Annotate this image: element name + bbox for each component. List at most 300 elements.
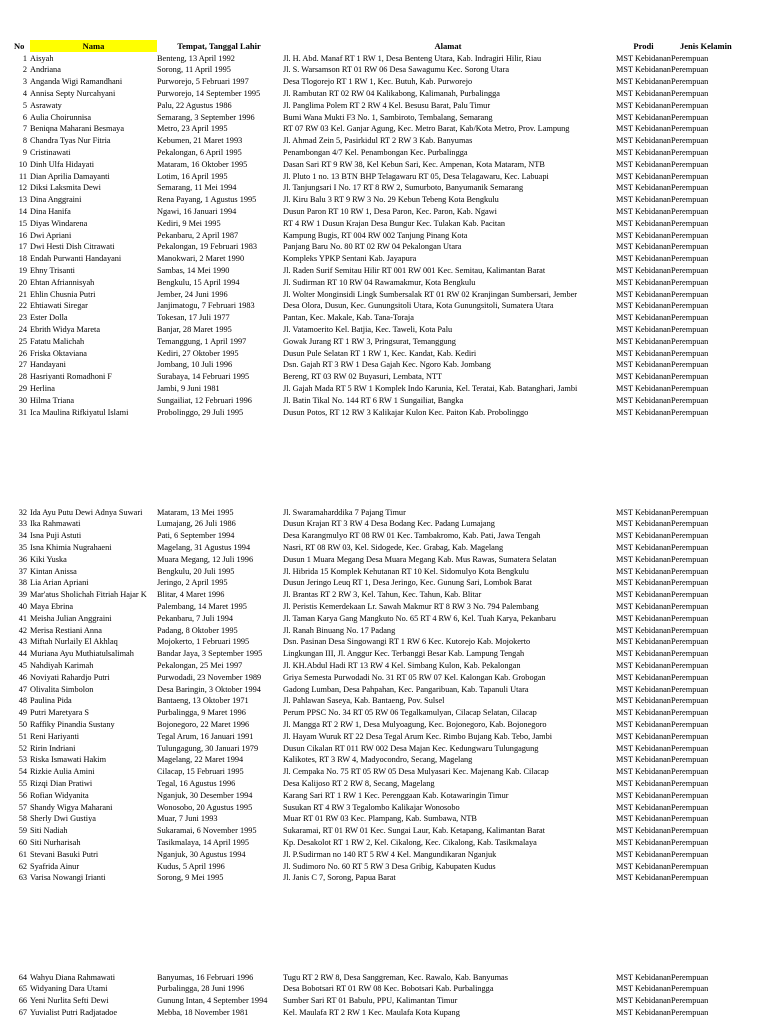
cell-prodi: MST Kebidanan bbox=[616, 218, 671, 228]
cell-jenis-kelamin: Perempuan bbox=[671, 383, 709, 393]
cell-alamat: Dusun 1 Muara Megang Desa Muara Megang Kab. Mus Rawas, Sumatera Selatan bbox=[283, 554, 557, 564]
cell-alamat: Penambongan 4/7 Kel. Penambongan Kec. Purbalingga bbox=[283, 147, 468, 157]
cell-jenis-kelamin: Perempuan bbox=[671, 613, 709, 623]
cell-prodi: MST Kebidanan bbox=[616, 767, 671, 777]
cell-alamat: Jl. Janis C 7, Sorong, Papua Barat bbox=[283, 873, 396, 883]
cell-alamat: Jl. Hayam Wuruk RT 22 Desa Tegal Arum Kec. Rimbo Bujang Kab. Tebo, Jambi bbox=[283, 731, 553, 741]
cell-alamat: Jl. Cempaka No. 75 RT 05 RW 05 Desa Mulyasari Kec. Majenang Kab. Cilacap bbox=[283, 767, 549, 777]
cell-jenis-kelamin: Perempuan bbox=[671, 136, 709, 146]
table-row bbox=[0, 88, 768, 100]
cell-alamat: Jl. Peristis Kemerdekaan Lr. Sawah Makmur RT 8 RW 3 No. 794 Palembang bbox=[283, 601, 539, 611]
cell-no: 16 bbox=[18, 230, 27, 240]
cell-jenis-kelamin: Perempuan bbox=[671, 124, 709, 134]
cell-tempat-tanggal-lahir: Lotim, 16 April 1995 bbox=[157, 171, 228, 181]
cell-no: 53 bbox=[18, 755, 27, 765]
cell-no: 35 bbox=[18, 542, 27, 552]
cell-tempat-tanggal-lahir: Cilacap, 15 Februari 1995 bbox=[157, 767, 244, 777]
cell-alamat: RT 07 RW 03 Kel. Ganjar Agung, Kec. Metro Barat, Kab/Kota Metro, Prov. Lampung bbox=[283, 124, 570, 134]
table-row bbox=[0, 837, 768, 849]
cell-jenis-kelamin: Perempuan bbox=[671, 826, 709, 836]
cell-no: 41 bbox=[18, 613, 27, 623]
cell-jenis-kelamin: Perempuan bbox=[671, 301, 709, 311]
cell-no: 12 bbox=[18, 183, 27, 193]
cell-no: 2 bbox=[22, 65, 27, 75]
cell-prodi: MST Kebidanan bbox=[616, 531, 671, 541]
table-row bbox=[0, 766, 768, 778]
cell-nama: Merisa Restiani Anna bbox=[30, 625, 102, 635]
table-row bbox=[0, 407, 768, 419]
cell-alamat: Jl. Ranah Binuang No. 17 Padang bbox=[283, 625, 396, 635]
table-row bbox=[0, 719, 768, 731]
cell-tempat-tanggal-lahir: Sorong, 11 April 1995 bbox=[157, 65, 231, 75]
cell-jenis-kelamin: Perempuan bbox=[671, 183, 709, 193]
cell-prodi: MST Kebidanan bbox=[616, 206, 671, 216]
cell-alamat: Muar RT 01 RW 03 Kec. Plampang, Kab. Sumbawa, NTB bbox=[283, 814, 477, 824]
cell-nama: Miftah Nurlaily El Akhlaq bbox=[30, 637, 118, 647]
cell-nama: Aulia Choirunnisa bbox=[30, 112, 92, 122]
header-jenis-kelamin: Jenis Kelamin bbox=[680, 41, 732, 51]
cell-no: 22 bbox=[18, 301, 27, 311]
table-row bbox=[0, 872, 768, 884]
cell-prodi: MST Kebidanan bbox=[616, 696, 671, 706]
cell-nama: Herlina bbox=[30, 383, 55, 393]
cell-jenis-kelamin: Perempuan bbox=[671, 230, 709, 240]
cell-no: 64 bbox=[18, 972, 27, 982]
cell-no: 55 bbox=[18, 778, 27, 788]
cell-nama: Beniqna Maharani Besmaya bbox=[30, 124, 125, 134]
cell-prodi: MST Kebidanan bbox=[616, 625, 671, 635]
cell-jenis-kelamin: Perempuan bbox=[671, 672, 709, 682]
cell-prodi: MST Kebidanan bbox=[616, 507, 671, 517]
cell-tempat-tanggal-lahir: Gunung Intan, 4 September 1994 bbox=[157, 996, 268, 1006]
cell-nama: Handayani bbox=[30, 360, 66, 370]
table-row bbox=[0, 53, 768, 65]
cell-nama: Dian Aprilia Damayanti bbox=[30, 171, 110, 181]
cell-jenis-kelamin: Perempuan bbox=[671, 507, 709, 517]
cell-prodi: MST Kebidanan bbox=[616, 719, 671, 729]
cell-nama: Ehtiawati Siregar bbox=[30, 301, 88, 311]
cell-nama: Hasriyanti Romadhoni F bbox=[30, 372, 113, 382]
cell-nama: Ebrith Widya Mareta bbox=[30, 324, 101, 334]
cell-jenis-kelamin: Perempuan bbox=[671, 849, 709, 859]
table-row bbox=[0, 324, 768, 336]
cell-jenis-kelamin: Perempuan bbox=[671, 348, 709, 358]
header-tempat-tanggal-lahir: Tempat, Tanggal Lahir bbox=[177, 41, 261, 51]
cell-no: 34 bbox=[18, 531, 27, 541]
cell-alamat: Jl. Swaramaharddika 7 Pajang Timur bbox=[283, 507, 406, 517]
cell-alamat: Dusun Pule Selatan RT 1 RW 1, Kec. Kandat, Kab. Kediri bbox=[283, 348, 477, 358]
cell-prodi: MST Kebidanan bbox=[616, 183, 671, 193]
cell-prodi: MST Kebidanan bbox=[616, 684, 671, 694]
cell-no: 7 bbox=[22, 124, 27, 134]
cell-nama: Lia Arian Apriani bbox=[30, 578, 89, 588]
cell-jenis-kelamin: Perempuan bbox=[671, 778, 709, 788]
cell-no: 49 bbox=[18, 708, 27, 718]
cell-prodi: MST Kebidanan bbox=[616, 613, 671, 623]
cell-jenis-kelamin: Perempuan bbox=[671, 395, 709, 405]
cell-tempat-tanggal-lahir: Semarang, 11 Mei 1994 bbox=[157, 183, 237, 193]
cell-alamat: Jl. Taman Karya Gang Mangkuto No. 65 RT 4 RW 6, Kel. Tuah Karya, Pekanbaru bbox=[283, 613, 556, 623]
cell-no: 67 bbox=[18, 1007, 27, 1017]
cell-prodi: MST Kebidanan bbox=[616, 313, 671, 323]
cell-no: 25 bbox=[18, 336, 27, 346]
cell-tempat-tanggal-lahir: Muar, 7 Juni 1993 bbox=[157, 814, 218, 824]
cell-no: 45 bbox=[18, 660, 27, 670]
table-row bbox=[0, 813, 768, 825]
cell-tempat-tanggal-lahir: Mataram, 16 Oktober 1995 bbox=[157, 159, 248, 169]
cell-nama: Ida Ayu Putu Dewi Adnya Suwari bbox=[30, 507, 143, 517]
cell-tempat-tanggal-lahir: Pekanbaru, 7 Juli 1994 bbox=[157, 613, 234, 623]
table-row bbox=[0, 277, 768, 289]
table-row bbox=[0, 754, 768, 766]
cell-no: 8 bbox=[22, 136, 27, 146]
cell-prodi: MST Kebidanan bbox=[616, 1007, 671, 1017]
cell-no: 11 bbox=[19, 171, 27, 181]
cell-jenis-kelamin: Perempuan bbox=[671, 755, 709, 765]
cell-no: 9 bbox=[22, 147, 27, 157]
cell-jenis-kelamin: Perempuan bbox=[671, 660, 709, 670]
cell-no: 66 bbox=[18, 996, 27, 1006]
cell-alamat: Jl. Brantas RT 2 RW 3, Kel. Tahun, Kec. Tahun, Kab. Blitar bbox=[283, 590, 482, 600]
cell-prodi: MST Kebidanan bbox=[616, 301, 671, 311]
cell-alamat: Lingkungan III, Jl. Anggur Kec. Terbanggi Besar Kab. Lampung Tengah bbox=[283, 649, 525, 659]
table-row bbox=[0, 289, 768, 301]
cell-alamat: Tugu RT 2 RW 8, Desa Sanggreman, Kec. Rawalo, Kab. Banyumas bbox=[283, 972, 508, 982]
table-row bbox=[0, 660, 768, 672]
cell-nama: Isna Puji Astuti bbox=[30, 531, 82, 541]
table-row bbox=[0, 123, 768, 135]
cell-nama: Olivalita Simbolon bbox=[30, 684, 94, 694]
cell-prodi: MST Kebidanan bbox=[616, 65, 671, 75]
cell-alamat: Jl. Sudimoro No. 60 RT 5 RW 3 Desa Gribig, Kabupaten Kudus bbox=[283, 861, 496, 871]
cell-nama: Noviyati Rahardjo Putri bbox=[30, 672, 110, 682]
cell-prodi: MST Kebidanan bbox=[616, 88, 671, 98]
cell-jenis-kelamin: Perempuan bbox=[671, 996, 709, 1006]
cell-nama: Friska Oktaviana bbox=[30, 348, 87, 358]
cell-jenis-kelamin: Perempuan bbox=[671, 790, 709, 800]
header-alamat: Alamat bbox=[434, 41, 462, 51]
cell-prodi: MST Kebidanan bbox=[616, 578, 671, 588]
cell-no: 50 bbox=[18, 719, 27, 729]
cell-prodi: MST Kebidanan bbox=[616, 660, 671, 670]
cell-tempat-tanggal-lahir: Metro, 23 April 1995 bbox=[157, 124, 228, 134]
header-prodi: Prodi bbox=[633, 41, 654, 51]
cell-jenis-kelamin: Perempuan bbox=[671, 684, 709, 694]
cell-jenis-kelamin: Perempuan bbox=[671, 407, 709, 417]
cell-alamat: RT 4 RW 1 Dusun Krajan Desa Bungur Kec. Tulakan Kab. Pacitan bbox=[283, 218, 506, 228]
cell-prodi: MST Kebidanan bbox=[616, 996, 671, 1006]
table-row bbox=[0, 518, 768, 530]
cell-alamat: Dasan Sari RT 9 RW 38, Kel Kebun Sari, Kec. Ampenan, Kota Mataram, NTB bbox=[283, 159, 545, 169]
cell-no: 32 bbox=[18, 507, 27, 517]
cell-no: 46 bbox=[18, 672, 27, 682]
cell-prodi: MST Kebidanan bbox=[616, 147, 671, 157]
cell-jenis-kelamin: Perempuan bbox=[671, 65, 709, 75]
cell-no: 47 bbox=[18, 684, 27, 694]
cell-tempat-tanggal-lahir: Janjimatogu, 7 Februari 1983 bbox=[157, 301, 255, 311]
cell-alamat: Nasri, RT 08 RW 03, Kel. Sidogede, Kec. Grabag, Kab. Magelang bbox=[283, 542, 504, 552]
cell-jenis-kelamin: Perempuan bbox=[671, 696, 709, 706]
cell-no: 48 bbox=[18, 696, 27, 706]
cell-nama: Ririn Indriani bbox=[30, 743, 76, 753]
cell-no: 17 bbox=[18, 242, 27, 252]
cell-prodi: MST Kebidanan bbox=[616, 542, 671, 552]
cell-prodi: MST Kebidanan bbox=[616, 814, 671, 824]
cell-alamat: Dusun Krajan RT 3 RW 4 Desa Bodang Kec. Padang Lumajang bbox=[283, 519, 495, 529]
cell-tempat-tanggal-lahir: Blitar, 4 Maret 1996 bbox=[157, 590, 225, 600]
cell-alamat: Kp. Desakolot RT 1 RW 2, Kel. Cikalong, Kec. Cikalong, Kab. Tasikmalaya bbox=[283, 837, 537, 847]
cell-jenis-kelamin: Perempuan bbox=[671, 637, 709, 647]
cell-tempat-tanggal-lahir: Kebumen, 21 Maret 1993 bbox=[157, 136, 243, 146]
cell-no: 24 bbox=[18, 324, 27, 334]
cell-alamat: Dusun Cikalan RT 011 RW 002 Desa Majan Kec. Kedungwaru Tulungagung bbox=[283, 743, 539, 753]
cell-nama: Shandy Wigya Maharani bbox=[30, 802, 113, 812]
cell-tempat-tanggal-lahir: Bengkulu, 15 April 1994 bbox=[157, 277, 240, 287]
table-row bbox=[0, 577, 768, 589]
cell-prodi: MST Kebidanan bbox=[616, 708, 671, 718]
cell-nama: Varisa Nowangi Irianti bbox=[30, 873, 106, 883]
table-row bbox=[0, 112, 768, 124]
cell-tempat-tanggal-lahir: Tasikmalaya, 14 April 1995 bbox=[157, 837, 250, 847]
cell-no: 27 bbox=[18, 360, 27, 370]
cell-no: 65 bbox=[18, 984, 27, 994]
table-row bbox=[0, 613, 768, 625]
cell-prodi: MST Kebidanan bbox=[616, 407, 671, 417]
cell-prodi: MST Kebidanan bbox=[616, 124, 671, 134]
cell-alamat: Jl. Kiru Balu 3 RT 9 RW 3 No. 29 Kebun Tebeng Kota Bengkulu bbox=[283, 195, 499, 205]
cell-jenis-kelamin: Perempuan bbox=[671, 519, 709, 529]
cell-tempat-tanggal-lahir: Pekalongan, 25 Mei 1997 bbox=[157, 660, 243, 670]
cell-nama: Andriana bbox=[30, 65, 61, 75]
cell-jenis-kelamin: Perempuan bbox=[671, 336, 709, 346]
cell-jenis-kelamin: Perempuan bbox=[671, 984, 709, 994]
cell-alamat: Jl. Sudirman RT 10 RW 04 Rawamakmur, Kota Bengkulu bbox=[283, 277, 476, 287]
cell-no: 59 bbox=[18, 826, 27, 836]
cell-alamat: Kalikotes, RT 3 RW 4, Madyocondro, Secang, Magelang bbox=[283, 755, 473, 765]
cell-no: 20 bbox=[18, 277, 27, 287]
cell-alamat: Jl. Raden Surif Semitau Hilir RT 001 RW 001 Kec. Semitau, Kalimantan Barat bbox=[283, 265, 546, 275]
cell-jenis-kelamin: Perempuan bbox=[671, 313, 709, 323]
cell-alamat: Sumber Sari RT 01 Babulu, PPU, Kalimantan Timur bbox=[283, 996, 458, 1006]
cell-alamat: Desa Bobotsari RT 01 RW 08 Kec. Bobotsari Kab. Purbalingga bbox=[283, 984, 494, 994]
cell-jenis-kelamin: Perempuan bbox=[671, 242, 709, 252]
cell-nama: Isna Khimia Nugrahaeni bbox=[30, 542, 112, 552]
cell-no: 15 bbox=[18, 218, 27, 228]
cell-jenis-kelamin: Perempuan bbox=[671, 554, 709, 564]
cell-alamat: Jl. Rambutan RT 02 RW 04 Kalikabong, Kalimanah, Purbalingga bbox=[283, 88, 500, 98]
table-row bbox=[0, 636, 768, 648]
cell-alamat: Jl. Hibrida 15 Komplek Kehutanan RT 10 Kel. Sidomulyo Kota Bengkulu bbox=[283, 566, 529, 576]
cell-tempat-tanggal-lahir: Kediri, 27 Oktober 1995 bbox=[157, 348, 239, 358]
cell-prodi: MST Kebidanan bbox=[616, 743, 671, 753]
table-row bbox=[0, 312, 768, 324]
cell-nama: Ehtan Afriannisyah bbox=[30, 277, 95, 287]
cell-prodi: MST Kebidanan bbox=[616, 601, 671, 611]
cell-prodi: MST Kebidanan bbox=[616, 972, 671, 982]
cell-nama: Ika Rahmawati bbox=[30, 519, 81, 529]
cell-nama: Rofian Widyanita bbox=[30, 790, 89, 800]
table-row bbox=[0, 135, 768, 147]
table-row bbox=[0, 241, 768, 253]
cell-alamat: Sukaramai, RT 01 RW 01 Kec. Sungai Laur, Kab. Ketapang, Kalimantan Barat bbox=[283, 826, 545, 836]
cell-prodi: MST Kebidanan bbox=[616, 519, 671, 529]
cell-no: 4 bbox=[22, 88, 27, 98]
cell-nama: Yuvialist Putri Radjatadoe bbox=[30, 1007, 118, 1017]
cell-prodi: MST Kebidanan bbox=[616, 360, 671, 370]
cell-nama: Paulina Pida bbox=[30, 696, 72, 706]
cell-alamat: Jl. H. Abd. Manaf RT 1 RW 1, Desa Benteng Utara, Kab. Indragiri Hilir, Riau bbox=[283, 53, 542, 63]
cell-prodi: MST Kebidanan bbox=[616, 112, 671, 122]
cell-no: 57 bbox=[18, 802, 27, 812]
cell-no: 54 bbox=[18, 767, 27, 777]
cell-no: 58 bbox=[18, 814, 27, 824]
cell-prodi: MST Kebidanan bbox=[616, 566, 671, 576]
cell-tempat-tanggal-lahir: Probolinggo, 29 Juli 1995 bbox=[157, 407, 244, 417]
cell-tempat-tanggal-lahir: Purbalingga, 9 Maret 1996 bbox=[157, 708, 246, 718]
cell-prodi: MST Kebidanan bbox=[616, 395, 671, 405]
cell-nama: Syafrida Ainur bbox=[30, 861, 80, 871]
cell-tempat-tanggal-lahir: Jombang, 10 Juli 1996 bbox=[157, 360, 233, 370]
header-nama: Nama bbox=[82, 41, 105, 51]
cell-tempat-tanggal-lahir: Bengkulu, 20 Juli 1995 bbox=[157, 566, 235, 576]
table-row bbox=[0, 194, 768, 206]
cell-jenis-kelamin: Perempuan bbox=[671, 767, 709, 777]
cell-alamat: Dsn. Gajah RT 3 RW 1 Desa Gajah Kec. Ngoro Kab. Jombang bbox=[283, 360, 491, 370]
cell-no: 39 bbox=[18, 590, 27, 600]
cell-alamat: Griya Semesta Purwodadi No. 31 RT 05 RW 07 Kel. Kalongan Kab. Grobogan bbox=[283, 672, 546, 682]
cell-jenis-kelamin: Perempuan bbox=[671, 814, 709, 824]
table-row bbox=[0, 395, 768, 407]
cell-jenis-kelamin: Perempuan bbox=[671, 972, 709, 982]
cell-tempat-tanggal-lahir: Pati, 6 September 1994 bbox=[157, 531, 235, 541]
cell-jenis-kelamin: Perempuan bbox=[671, 218, 709, 228]
cell-alamat: Jl. P.Sudirman no 140 RT 5 RW 4 Kel. Mangundikaran Nganjuk bbox=[283, 849, 497, 859]
cell-tempat-tanggal-lahir: Purworejo, 14 September 1995 bbox=[157, 88, 261, 98]
table-row bbox=[0, 778, 768, 790]
table-row bbox=[0, 507, 768, 519]
cell-tempat-tanggal-lahir: Banyumas, 16 Februari 1996 bbox=[157, 972, 254, 982]
cell-prodi: MST Kebidanan bbox=[616, 53, 671, 63]
cell-alamat: Dsn. Pasinan Desa Singowangi RT 1 RW 6 Kec. Kutorejo Kab. Mojokerto bbox=[283, 637, 531, 647]
cell-tempat-tanggal-lahir: Palembang, 14 Maret 1995 bbox=[157, 601, 247, 611]
table-row bbox=[0, 218, 768, 230]
table-row bbox=[0, 371, 768, 383]
cell-nama: Anganda Wigi Ramandhani bbox=[30, 77, 123, 87]
cell-tempat-tanggal-lahir: Lumajang, 26 Juli 1986 bbox=[157, 519, 236, 529]
cell-tempat-tanggal-lahir: Kediri, 9 Mei 1995 bbox=[157, 218, 221, 228]
cell-tempat-tanggal-lahir: Temanggung, 1 April 1997 bbox=[157, 336, 247, 346]
cell-tempat-tanggal-lahir: Mebba, 18 November 1981 bbox=[157, 1007, 249, 1017]
cell-no: 43 bbox=[18, 637, 27, 647]
table-row bbox=[0, 147, 768, 159]
cell-prodi: MST Kebidanan bbox=[616, 100, 671, 110]
cell-prodi: MST Kebidanan bbox=[616, 790, 671, 800]
table-row bbox=[0, 300, 768, 312]
table-row bbox=[0, 995, 768, 1007]
cell-jenis-kelamin: Perempuan bbox=[671, 206, 709, 216]
cell-nama: Fatatu Malichah bbox=[30, 336, 85, 346]
cell-jenis-kelamin: Perempuan bbox=[671, 265, 709, 275]
cell-tempat-tanggal-lahir: Palu, 22 Agustus 1986 bbox=[157, 100, 232, 110]
cell-no: 19 bbox=[18, 265, 27, 275]
cell-nama: Meisha Julian Anggraini bbox=[30, 613, 112, 623]
cell-tempat-tanggal-lahir: Pekanbaru, 2 April 1987 bbox=[157, 230, 239, 240]
table-row bbox=[0, 1007, 768, 1019]
cell-nama: Maya Ebrina bbox=[30, 601, 74, 611]
cell-tempat-tanggal-lahir: Kudus, 5 April 1996 bbox=[157, 861, 225, 871]
table-row bbox=[0, 743, 768, 755]
cell-alamat: Kel. Maulafa RT 2 RW 1 Kec. Maulafa Kota Kupang bbox=[283, 1007, 460, 1017]
cell-nama: Muriana Ayu Muthiatulsalimah bbox=[30, 649, 134, 659]
cell-tempat-tanggal-lahir: Magelang, 22 Maret 1994 bbox=[157, 755, 244, 765]
cell-prodi: MST Kebidanan bbox=[616, 242, 671, 252]
cell-alamat: Karang Sari RT 1 RW 1 Kec. Perenggaan Kab. Kotawaringin Timur bbox=[283, 790, 509, 800]
cell-jenis-kelamin: Perempuan bbox=[671, 195, 709, 205]
cell-nama: Diyas Windarena bbox=[30, 218, 88, 228]
cell-nama: Nahdiyah Karimah bbox=[30, 660, 94, 670]
cell-nama: Siti Nadiah bbox=[30, 826, 68, 836]
cell-tempat-tanggal-lahir: Muara Megang, 12 Juli 1996 bbox=[157, 554, 254, 564]
cell-prodi: MST Kebidanan bbox=[616, 159, 671, 169]
cell-no: 13 bbox=[18, 195, 27, 205]
cell-nama: Dina Anggraini bbox=[30, 195, 82, 205]
cell-tempat-tanggal-lahir: Desa Baringin, 3 Oktober 1994 bbox=[157, 684, 261, 694]
cell-no: 56 bbox=[18, 790, 27, 800]
table-row bbox=[0, 383, 768, 395]
table-row bbox=[0, 171, 768, 183]
cell-no: 14 bbox=[18, 206, 27, 216]
table-row bbox=[0, 554, 768, 566]
cell-nama: Ehny Trisanti bbox=[30, 265, 75, 275]
table-row bbox=[0, 825, 768, 837]
table-row bbox=[0, 972, 768, 984]
cell-alamat: Perum PPSC No. 34 RT 05 RW 06 Tegalkamulyan, Cilacap Selatan, Cilacap bbox=[283, 708, 537, 718]
header-row bbox=[0, 40, 768, 52]
cell-nama: Dinh Ulfa Hidayati bbox=[30, 159, 95, 169]
cell-no: 37 bbox=[18, 566, 27, 576]
cell-tempat-tanggal-lahir: Jambi, 9 Juni 1981 bbox=[157, 383, 220, 393]
cell-alamat: Jl. Ahmad Zein 5, Pasirkidul RT 2 RW 3 Kab. Banyumas bbox=[283, 136, 473, 146]
table-row bbox=[0, 348, 768, 360]
cell-jenis-kelamin: Perempuan bbox=[671, 88, 709, 98]
cell-jenis-kelamin: Perempuan bbox=[671, 277, 709, 287]
cell-tempat-tanggal-lahir: Bandar Jaya, 3 September 1995 bbox=[157, 649, 263, 659]
cell-no: 6 bbox=[22, 112, 27, 122]
cell-no: 31 bbox=[18, 407, 27, 417]
table-row bbox=[0, 542, 768, 554]
cell-tempat-tanggal-lahir: Manokwari, 2 Maret 1990 bbox=[157, 254, 245, 264]
cell-no: 21 bbox=[18, 289, 27, 299]
cell-prodi: MST Kebidanan bbox=[616, 837, 671, 847]
cell-nama: Widyaning Dara Utami bbox=[30, 984, 108, 994]
cell-prodi: MST Kebidanan bbox=[616, 324, 671, 334]
cell-jenis-kelamin: Perempuan bbox=[671, 625, 709, 635]
cell-jenis-kelamin: Perempuan bbox=[671, 147, 709, 157]
cell-jenis-kelamin: Perempuan bbox=[671, 719, 709, 729]
table-row bbox=[0, 802, 768, 814]
cell-no: 40 bbox=[18, 601, 27, 611]
cell-nama: Raffiky Pinandia Sustany bbox=[30, 719, 115, 729]
table-row bbox=[0, 861, 768, 873]
cell-no: 30 bbox=[18, 395, 27, 405]
cell-no: 33 bbox=[18, 519, 27, 529]
cell-no: 51 bbox=[18, 731, 27, 741]
cell-no: 29 bbox=[18, 383, 27, 393]
table-row bbox=[0, 589, 768, 601]
table-row bbox=[0, 64, 768, 76]
cell-tempat-tanggal-lahir: Tulungagung, 30 Januari 1979 bbox=[157, 743, 259, 753]
cell-nama: Aisyah bbox=[30, 53, 54, 63]
